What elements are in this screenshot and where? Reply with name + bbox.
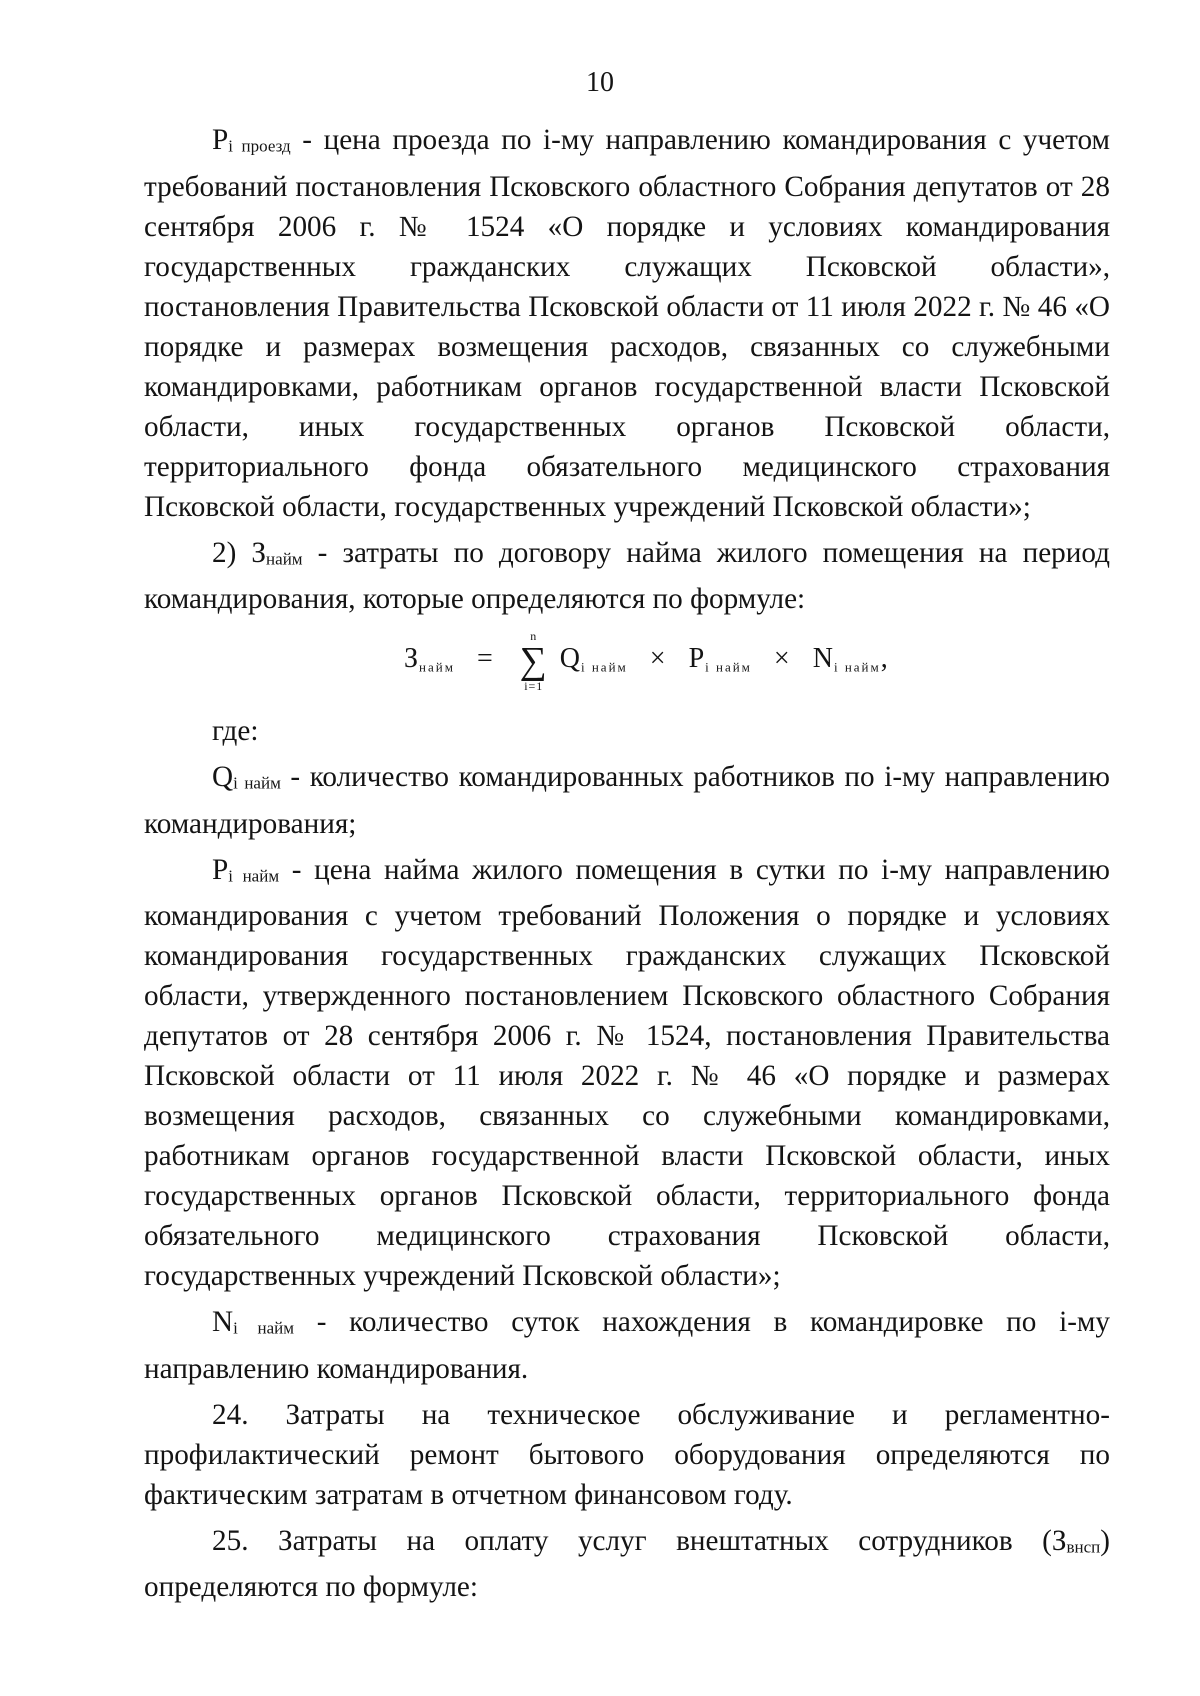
page-number: 10 (586, 67, 614, 98)
definition-text: - цена проезда по i-му направлению командирования с учетом требований постановления Псковского областного Собрания депутатов от 28 сентября 2006 г. № 1524 «О порядке и условиях командирования государственных гражданских служащих Псковской области», постановления Правительства Псковской области от 11 июля 2022 г. № 46 «О порядке и размерах возмещения расходов, связанных со служебными командировками, работникам органов государственной власти Псковской области, иных государственных органов Псковской области, территориального фонда обязательного медицинского страхования Псковской области, государственных учреждений Псковской области»; (144, 124, 1110, 523)
term-p: P (688, 643, 706, 675)
formula-naim (144, 625, 1110, 703)
definition-text: - количество суток нахождения в командировке по i-му направлению командирования. (144, 1306, 1110, 1385)
term-q-subscript: i найм (580, 659, 628, 675)
symbol-subscript: найм (266, 549, 303, 569)
formula-expression (404, 629, 889, 694)
times-sign: × (649, 643, 667, 675)
term-n: N (812, 643, 834, 675)
symbol-subscript: i найм (233, 1318, 294, 1338)
document-body (144, 120, 1110, 1607)
symbol: P (212, 853, 229, 886)
sum-lower-limit: i=1 (524, 679, 544, 694)
item-text: - затраты по договору найма жилого помещения на период командирования, которые определяются по формуле: (144, 536, 1110, 616)
times-sign: × (773, 643, 791, 675)
where-label: где: (212, 715, 259, 748)
paragraph-p-proezd (144, 120, 1110, 527)
paragraph-item-25 (144, 1521, 1110, 1608)
formula-tail: , (880, 643, 889, 675)
term-q: Q (559, 643, 581, 675)
symbol-subscript: i проезд (228, 136, 291, 156)
item-text: 25. Затраты на оплату услуг внештатных сотрудников (З (212, 1524, 1067, 1557)
definition-text: - количество командированных работников по i-му направлению командирования; (144, 761, 1110, 840)
symbol-subscript: внсп (1066, 1537, 1101, 1557)
item-prefix: 2) З (212, 536, 267, 569)
paragraph-n-naim (144, 1302, 1110, 1389)
paragraph-item-2 (144, 533, 1110, 620)
symbol: N (212, 1306, 234, 1339)
sum-upper-limit: n (530, 629, 538, 644)
paragraph-q-naim (144, 757, 1110, 844)
term-n-subscript: i найм (833, 659, 881, 675)
sum-symbol: ∑ (519, 640, 548, 683)
symbol: P (212, 124, 229, 156)
symbol-subscript: i найм (233, 773, 281, 793)
item-tail: ) определяются по формуле: (144, 1524, 1110, 1604)
equals-sign: = (476, 643, 494, 675)
term-p-subscript: i найм (705, 659, 752, 675)
summation-sign (516, 629, 552, 694)
symbol: Q (212, 761, 234, 794)
formula-lhs-subscript: найм (419, 659, 455, 675)
paragraph-p-naim (144, 850, 1110, 1297)
definition-text: - цена найма жилого помещения в сутки по i-му направлению командирования с учетом требований Положения о порядке и условиях командирования государственных гражданских служащих Псковской области, утвержденного постановлением Псковского областного Собрания депутатов от 28 сентября 2006 г. № 1524, постановления Правительства Псковской области от 11 июля 2022 г. № 46 «О порядке и размерах возмещения расходов, связанных со служебными командировками, работникам органов государственной власти Псковской области, иных государственных органов Псковской области, территориального фонда обязательного медицинского страхования Псковской области, государственных учреждений Псковской области»; (144, 853, 1110, 1293)
symbol-subscript: i найм (228, 866, 280, 886)
paragraph-item-24: 24. Затраты на техническое обслуживание и регламентно-профилактический ремонт бытового оборудования определяются по фактическим затратам в отчетном финансовом году. (144, 1398, 1110, 1511)
formula-lhs: З (404, 643, 420, 675)
